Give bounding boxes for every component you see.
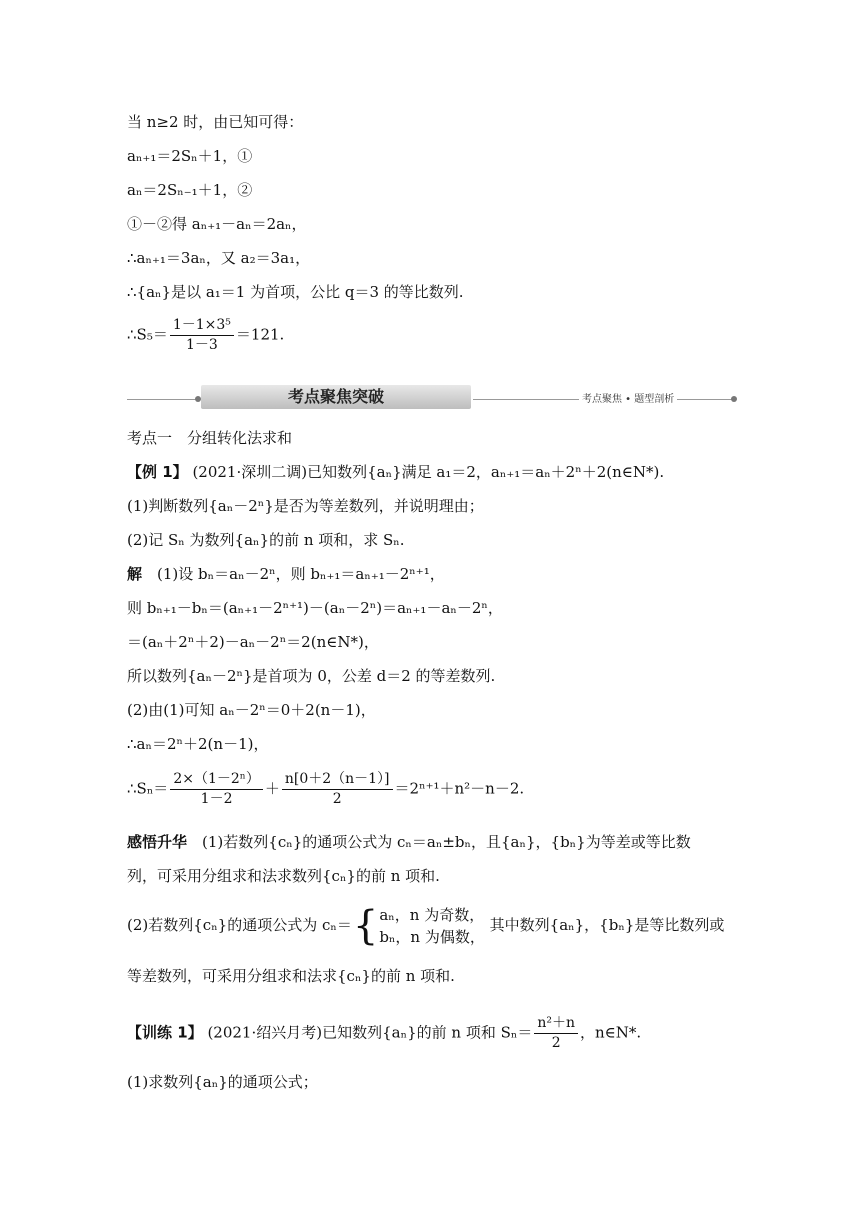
sum-formula-line bbox=[127, 770, 524, 809]
solution-text: (1)设 bₙ＝aₙ－2ⁿ，则 bₙ₊₁＝aₙ₊₁－2ⁿ⁺¹， bbox=[157, 565, 445, 583]
text-line: ∴aₙ₊₁＝3aₙ，又 a₂＝3a₁， bbox=[127, 249, 311, 267]
insight-text: (2)若数列{cₙ}的通项公式为 cₙ＝ bbox=[127, 916, 352, 934]
fraction bbox=[170, 316, 234, 355]
solution-label: 解 bbox=[127, 565, 143, 583]
example-text: (2021·深圳二调)已知数列{aₙ}满足 a₁＝2，aₙ₊₁＝aₙ＋2ⁿ＋2(n∈N*). bbox=[192, 463, 665, 481]
banner-rule bbox=[691, 399, 735, 400]
training-text: (2021·绍兴月考)已知数列{aₙ}的前 n 项和 Sₙ＝ bbox=[207, 1023, 533, 1042]
formula-text: ∴Sₙ＝ bbox=[127, 779, 169, 798]
solution-line: 所以数列{aₙ－2ⁿ}是首项为 0，公差 d＝2 的等差数列. bbox=[127, 667, 496, 685]
dot-icon bbox=[731, 396, 737, 402]
formula-text: ＝121. bbox=[235, 325, 285, 344]
denominator: 2 bbox=[551, 1035, 561, 1051]
denominator: 1－2 bbox=[200, 791, 233, 807]
banner-rule bbox=[127, 399, 197, 400]
equation-2: aₙ＝2Sₙ₋₁＋1，② bbox=[127, 181, 253, 199]
insight-cases-line bbox=[127, 904, 724, 948]
banner-title: 考点聚焦突破 bbox=[287, 387, 384, 406]
formula-text: ＋ bbox=[264, 779, 280, 798]
text-line: 当 n≥2 时，由已知可得： bbox=[127, 113, 304, 131]
numerator: 2×（1－2ⁿ） bbox=[170, 770, 263, 790]
question-2: (2)记 Sₙ 为数列{aₙ}的前 n 项和，求 Sₙ. bbox=[127, 531, 405, 549]
fraction bbox=[282, 770, 393, 809]
case-odd: aₙ，n 为奇数， bbox=[379, 906, 485, 924]
solution-line bbox=[127, 564, 445, 584]
banner-subtitle: 考点聚焦 • 题型剖析 bbox=[579, 390, 677, 405]
section-heading: 考点一 分组转化法求和 bbox=[127, 429, 293, 447]
equation-1: aₙ₊₁＝2Sₙ＋1，① bbox=[127, 147, 253, 165]
solution-line: ＝(aₙ＋2ⁿ＋2)－aₙ－2ⁿ＝2(n∈N*)， bbox=[127, 633, 379, 651]
brace-icon: { bbox=[352, 903, 379, 949]
text-line: ∴{aₙ}是以 a₁＝1 为首项，公比 q＝3 的等比数列. bbox=[127, 283, 464, 301]
case-even: bₙ，n 为偶数， bbox=[379, 928, 485, 946]
piecewise-cases bbox=[379, 904, 485, 948]
training-label: 【训练 1】 bbox=[127, 1023, 203, 1042]
question-1: (1)判断数列{aₙ－2ⁿ}是否为等差数列，并说明理由； bbox=[127, 497, 484, 515]
numerator: n[0＋2（n－1）] bbox=[282, 770, 393, 790]
solution-line: ∴aₙ＝2ⁿ＋2(n－1)， bbox=[127, 735, 269, 753]
solution-line: 则 bₙ₊₁－bₙ＝(aₙ₊₁－2ⁿ⁺¹)－(aₙ－2ⁿ)＝aₙ₊₁－aₙ－2ⁿ， bbox=[127, 599, 503, 617]
fraction bbox=[170, 770, 263, 809]
text-line: ①－②得 aₙ₊₁－aₙ＝2aₙ， bbox=[127, 215, 307, 233]
training-text: ，n∈N*. bbox=[580, 1023, 642, 1042]
banner-tag bbox=[201, 385, 471, 409]
training-question-1: (1)求数列{aₙ}的通项公式； bbox=[127, 1073, 318, 1091]
insight-text: 其中数列{aₙ}，{bₙ}是等比数列或 bbox=[489, 916, 725, 934]
formula-text: ∴S₅＝ bbox=[127, 325, 168, 344]
formula-text: ＝2ⁿ⁺¹＋n²－n－2. bbox=[394, 779, 525, 798]
denominator: 1－3 bbox=[185, 337, 218, 353]
example-statement bbox=[127, 462, 664, 482]
sum-formula-line bbox=[127, 316, 284, 355]
denominator: 2 bbox=[332, 791, 342, 807]
insight-label: 感悟升华 bbox=[127, 833, 188, 851]
insight-line bbox=[127, 832, 691, 852]
solution-line: (2)由(1)可知 aₙ－2ⁿ＝0＋2(n－1)， bbox=[127, 701, 376, 719]
insight-line: 列，可采用分组求和法求数列{cₙ}的前 n 项和. bbox=[127, 867, 440, 885]
section-banner bbox=[127, 382, 735, 412]
training-statement bbox=[127, 1014, 641, 1053]
numerator: 1－1×3⁵ bbox=[170, 316, 234, 336]
example-label: 【例 1】 bbox=[127, 463, 188, 481]
fraction bbox=[534, 1014, 578, 1053]
numerator: n²＋n bbox=[534, 1014, 578, 1034]
insight-line: 等差数列，可采用分组求和法求{cₙ}的前 n 项和. bbox=[127, 967, 455, 985]
insight-text: (1)若数列{cₙ}的通项公式为 cₙ＝aₙ±bₙ，且{aₙ}，{bₙ}为等差或等比数 bbox=[202, 833, 691, 851]
